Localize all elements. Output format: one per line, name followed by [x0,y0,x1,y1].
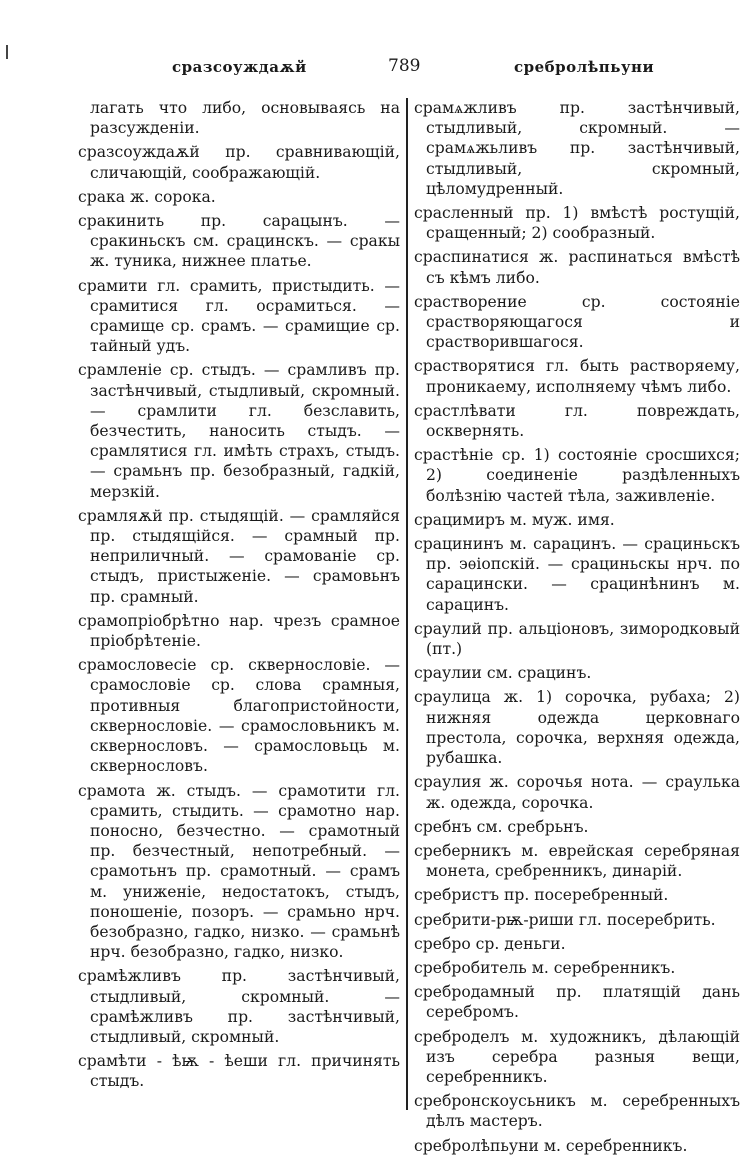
dictionary-entry: срака ж. сорока. [78,187,216,206]
header-right-headword: сребролѣпьуни [514,58,655,76]
dictionary-entry: сраулица ж. 1) сорочка, рубаха; 2) нижняя одежда церковнаго престола, сорочка, верхняя одежда, рубашка. [414,688,740,768]
margin-mark [6,45,8,59]
dictionary-entry: сребрити-рѭ-риши гл. посеребрить. [414,910,716,929]
dictionary-entry: сребробитель м. серебренникъ. [414,958,676,977]
dictionary-entry: сребристъ пр. посеребренный. [414,886,669,905]
dictionary-entry: сраулия ж. сорочья нота. — сраулька ж. одежда, сорочка. [414,773,740,812]
dictionary-entry: срасленный пр. 1) вмѣстѣ ростущій, сращенный; 2) сообразный. [414,204,740,243]
dictionary-entry: срастлѣвати гл. повреждать, осквернять. [414,401,740,441]
dictionary-entry: сребро ср. деньги. [414,934,566,953]
dictionary-entry: срацининъ м. сарацинъ. — срациньскъ пр. эѳіопскій. — срациньскы нрч. по сарацински. — срацинѣнинъ м. сарацинъ. [414,535,740,614]
dictionary-entry: сребнъ см. сребрьнъ. [414,817,589,836]
dictionary-entry: срамословесіе ср. сквернословіе. — срамословіе ср. слова срамныя, противныя благопристойности, сквернословіе. — срамословьникъ м. сквернословъ. — срамословьць м. сквернословъ. [78,656,400,776]
dictionary-entry: среберникъ м. еврейская серебряная монета, сребренникъ, динарій. [414,841,740,881]
dictionary-entry: срамопріобрѣтно нар. чрезъ срамное пріобрѣтеніе. [78,611,400,651]
dictionary-entry: сребролѣпьуни м. серебренникъ. [414,1136,688,1155]
dictionary-entry: срамота ж. стыдъ. — срамотити гл. срамить, стыдить. — срамотно нар. поносно, безчестно. — срамотный пр. безчестный, непотребный. — срамотьнъ пр. срамотный. — срамъ м. униженіе, недостатокъ, стыдъ, поношеніе, позоръ. — срамьно нрч. безобразно, гадко, низко. — срамьнѣ нрч. безобразно, гадко, низко. [78,781,400,962]
page-number: 789 [388,56,421,76]
dictionary-entry: срамѣти - ѣѭ - ѣеши гл. причинять стыдъ. [78,1052,400,1091]
dictionary-entry: срамляѫй пр. стыдящій. — срамляйся пр. стыдящійся. — срамный пр. неприличный. — срамованіе ср. стыдъ, пристыженіе. — срамовьнъ пр. срамный. [78,506,400,606]
dictionary-entry: среброделъ м. художникъ, дѣлающій изъ серебра разныя вещи, серебренникъ. [414,1027,740,1086]
dictionary-entry: сраулии см. срацинъ. [414,664,592,683]
dictionary-entry: сраулий пр. альціоновъ, зимородковый (пт.) [414,619,740,659]
dictionary-entry: срастворятися гл. быть растворяему, проникаему, исполняему чѣмъ либо. [414,357,740,396]
left-column [78,98,400,1096]
right-column [414,98,740,1160]
header-left-headword: сразсоуждаѫй [172,58,307,76]
dictionary-entry: срамѧжливъ пр. застѣнчивый, стыдливый, скромный. — срамѧжьливъ пр. застѣнчивый, стыдливый, скромный, цѣломудренный. [414,99,740,198]
dictionary-entry: срамленіе ср. стыдъ. — срамливъ пр. застѣнчивый, стыдливый, скромный. — срамлити гл. безславить, безчестить, наносить стыдъ. — срамлятися гл. имѣть страхъ, стыдъ. — срамьнъ пр. безобразный, гадкій, мерзкій. [78,361,400,501]
dictionary-entry: сребронскоусьникъ м. серебренныхъ дѣлъ мастеръ. [414,1092,740,1131]
column-divider [406,98,408,1110]
dictionary-entry: срастворение ср. состояніе срастворяющагося и срастворившагося. [414,292,740,352]
page-header [78,58,658,82]
dictionary-entry: сразсоуждаѫй пр. сравнивающій, сличающій, соображающій. [78,143,400,182]
dictionary-entry: сракинить пр. сарацынъ. — сракиньскъ см. срацинскъ. — сракы ж. туника, нижнее платье. [78,212,400,271]
dictionary-entry: сраспинатися ж. распинаться вмѣстѣ съ кѣмъ либо. [414,248,740,287]
dictionary-entry: срамити гл. срамить, пристыдить. — срамитися гл. осрамиться. — срамище ср. срамъ. — срамищие ср. тайный удъ. [78,276,400,356]
dictionary-entry: срацимиръ м. муж. имя. [414,510,615,529]
dictionary-entry: срастѣніе ср. 1) состояніе сросшихся; 2) соединеніе раздѣленныхъ болѣзнію частей тѣла, заживленіе. [414,446,740,505]
dictionary-entry: лагать что либо, основываясь на разсужденіи. [90,99,400,138]
dictionary-entry: сребродамный пр. платящій дань серебромъ. [414,983,740,1022]
dictionary-entry: срамѣжливъ пр. застѣнчивый, стыдливый, скромный. — срамѣжливъ пр. застѣнчивый, стыдливый, скромный. [78,967,400,1046]
